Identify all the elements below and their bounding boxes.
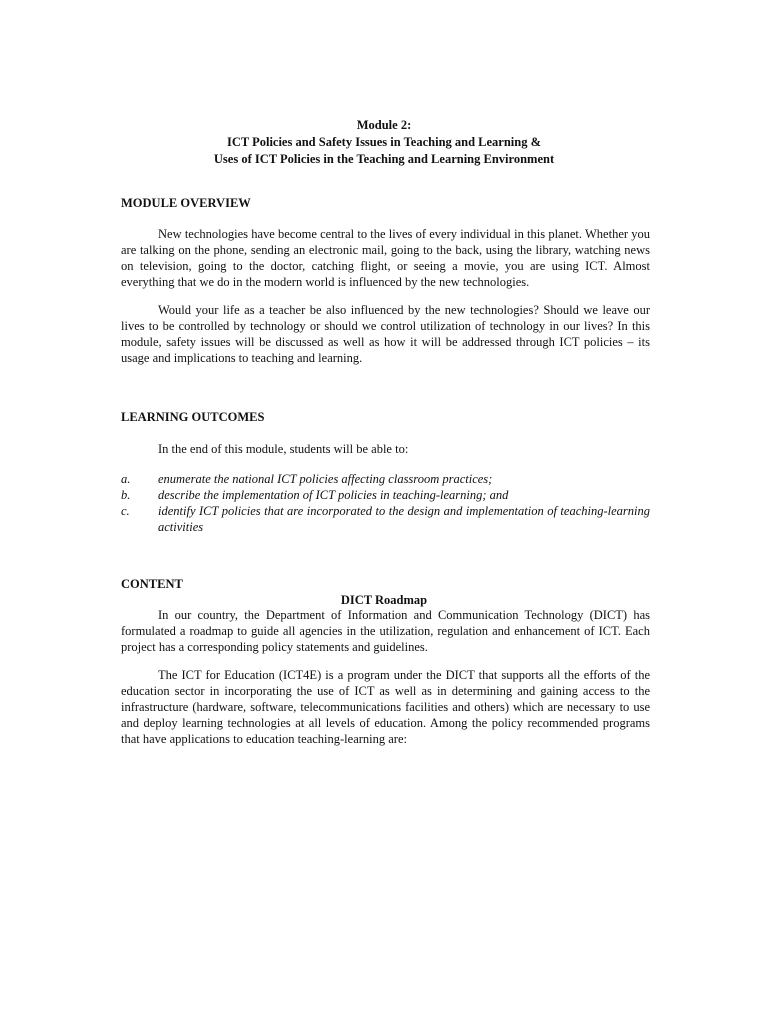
module-header — [0, 117, 768, 168]
overview-paragraph-2: Would your life as a teacher be also influenced by the new technologies? Should we leave our lives to be controlled by technology or should we control utilization of technology in our lives? In this module, safety issues will be discussed as well as how it will be addressed through ICT policies – its usage and implications to teaching and learning. — [121, 303, 650, 365]
dict-roadmap-subheading: DICT Roadmap — [340, 593, 428, 607]
list-item — [121, 503, 650, 535]
module-overview-heading: MODULE OVERVIEW — [121, 196, 251, 210]
module-title-line-2: Uses of ICT Policies in the Teaching and Learning Environment — [213, 152, 555, 166]
outcomes-intro: In the end of this module, students will be able to: — [158, 442, 409, 456]
overview-paragraph-1: New technologies have become central to the lives of every individual in this planet. Whether you are talking on the phone, sending an electronic mail, going to the back, using the library, watching news on television, going to the doctor, catching flight, or seeing a movie, you are using ICT. Almost everything that we do in the modern world is influenced by the new technologies. — [121, 227, 650, 289]
list-item-text: enumerate the national ICT policies affecting classroom practices; — [158, 472, 493, 486]
list-item — [121, 471, 650, 487]
outcomes-list — [121, 471, 650, 535]
content-paragraph-2: The ICT for Education (ICT4E) is a program under the DICT that supports all the efforts of the education sector in incorporating the use of ICT as well as in determining and gaining access to the infrastructure (hardware, software, telecommunications facilities and others) which are necessary to use and deploy learning technologies at all levels of education. Among the policy recommended programs that have applications to education teaching-learning are: — [121, 668, 650, 746]
list-item-text: describe the implementation of ICT policies in teaching-learning; and — [158, 488, 509, 502]
content-heading: CONTENT — [121, 577, 183, 591]
list-item — [121, 487, 650, 503]
list-marker: c. — [121, 504, 130, 518]
content-paragraph-1: In our country, the Department of Information and Communication Technology (DICT) has formulated a roadmap to guide all agencies in the utilization, regulation and enhancement of ICT. Each project has a corresponding policy statements and guidelines. — [121, 608, 650, 654]
module-number: Module 2: — [356, 118, 412, 132]
learning-outcomes-heading: LEARNING OUTCOMES — [121, 410, 265, 424]
list-marker: b. — [121, 488, 131, 502]
list-item-text: identify ICT policies that are incorporated to the design and implementation of teaching-learning activities — [158, 504, 650, 534]
list-marker: a. — [121, 472, 131, 486]
module-title-line-1: ICT Policies and Safety Issues in Teaching and Learning & — [226, 135, 542, 149]
